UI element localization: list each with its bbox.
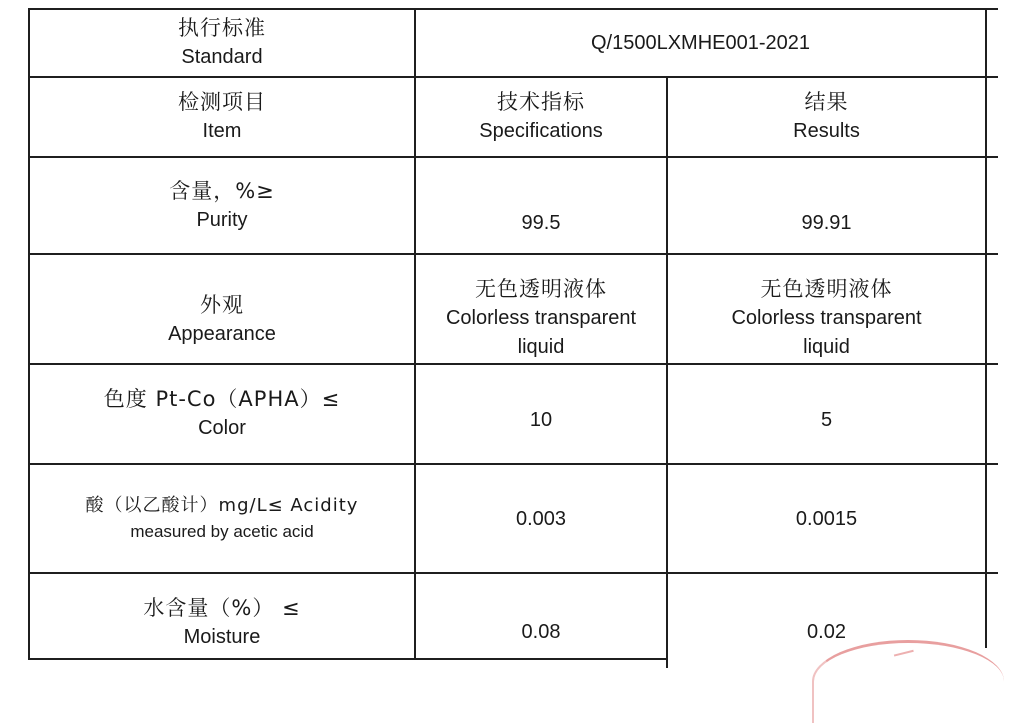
moisture-result	[668, 600, 985, 664]
appearance-item-en: Appearance	[168, 323, 276, 345]
header-result	[668, 78, 985, 156]
acidity-item-line2: measured by acetic acid	[130, 522, 314, 541]
header-item-zh: 检测项目	[178, 90, 266, 114]
color-spec-value: 10	[529, 408, 553, 431]
moisture-item-zh: 水含量（%） ≤	[143, 596, 301, 620]
moisture-item	[30, 588, 414, 658]
acidity-item	[30, 465, 414, 573]
standard-label-en: Standard	[181, 46, 263, 68]
purity-result-value: 99.91	[801, 211, 852, 234]
acidity-spec-value: 0.003	[515, 507, 567, 530]
appearance-result	[668, 272, 985, 364]
appearance-result-en2: liquid	[803, 335, 850, 358]
acidity-result-value: 0.0015	[795, 507, 858, 530]
header-spec	[416, 78, 666, 156]
moisture-result-value: 0.02	[807, 620, 846, 643]
color-item-en: Color	[198, 417, 246, 439]
standard-label	[30, 10, 414, 76]
color-spec	[416, 365, 666, 475]
header-spec-en: Specifications	[479, 120, 603, 142]
color-item	[30, 365, 414, 463]
acidity-result	[668, 465, 985, 573]
appearance-item	[30, 275, 414, 365]
acidity-spec	[416, 465, 666, 573]
standard-code: Q/1500LXMHE001-2021	[590, 31, 811, 54]
header-spec-zh: 技术指标	[497, 90, 585, 114]
purity-item-zh: 含量，%≥	[169, 178, 275, 203]
color-result-value: 5	[820, 408, 833, 431]
moisture-spec-value: 0.08	[521, 620, 561, 643]
standard-label-zh: 执行标准	[178, 16, 266, 40]
appearance-result-en1: Colorless transparent	[731, 306, 922, 329]
purity-item-en: Purity	[196, 208, 248, 231]
color-item-line1: 色度 Pt-Co（APHA）≤	[103, 387, 341, 411]
purity-spec-value: 99.5	[521, 211, 561, 234]
purity-item	[30, 158, 414, 253]
header-item-en: Item	[202, 120, 242, 142]
header-result-zh: 结果	[804, 90, 849, 114]
appearance-result-zh: 无色透明液体	[760, 276, 893, 301]
table-right-border	[985, 8, 987, 648]
header-item	[30, 78, 414, 156]
standard-value	[416, 10, 985, 76]
moisture-item-en: Moisture	[183, 626, 261, 648]
purity-spec-value-cell	[416, 188, 666, 258]
appearance-item-zh: 外观	[200, 293, 244, 317]
color-result	[668, 365, 985, 475]
appearance-spec-en2: liquid	[517, 335, 565, 358]
purity-result-value-cell	[668, 188, 985, 258]
acidity-item-line1: 酸（以乙酸计）mg/L≤ Acidity	[85, 495, 359, 516]
appearance-spec-en1: Colorless transparent	[445, 306, 637, 329]
moisture-spec	[416, 600, 666, 664]
appearance-spec-zh: 无色透明液体	[475, 276, 607, 301]
header-result-en: Results	[793, 120, 860, 142]
appearance-spec	[416, 272, 666, 364]
